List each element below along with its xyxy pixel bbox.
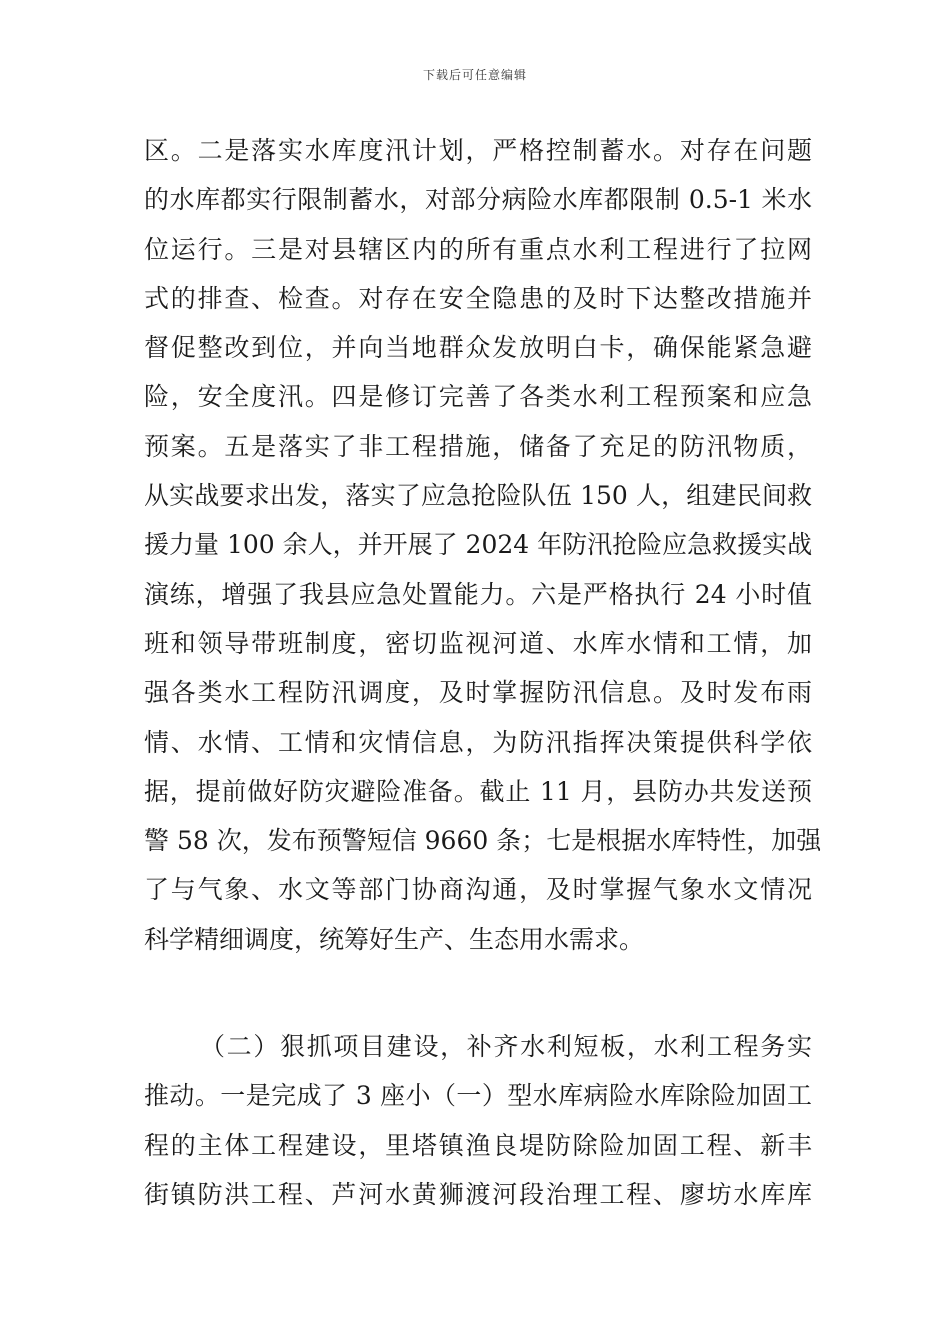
page-header-note: 下载后可任意编辑 xyxy=(422,68,527,82)
text-line: 险，安全度汛。四是修订完善了各类水利工程预案和应急 xyxy=(144,382,812,412)
text-line: 的水库都实行限制蓄水，对部分病险水库都限制 0.5-1 米水 xyxy=(144,185,812,215)
text-line: 援力量 100 余人，并开展了 2024 年防汛抢险应急救援实战 xyxy=(144,530,813,560)
text-line: （二）狠抓项目建设，补齐水利短板，水利工程务实 xyxy=(200,1032,812,1061)
text-line: 督促整改到位，并向当地群众发放明白卡，确保能紧急避 xyxy=(144,333,812,363)
text-line: 了与气象、水文等部门协商沟通，及时掌握气象水文情况 xyxy=(144,875,812,905)
text-line: 科学精细调度，统筹好生产、生态用水需求。 xyxy=(144,924,645,954)
body-paragraph-project-construction xyxy=(144,1022,812,1219)
body-paragraph-flood-control xyxy=(144,126,822,964)
text-line: 区。二是落实水库度汛计划，严格控制蓄水。对存在问题 xyxy=(144,136,812,165)
text-line: 程的主体工程建设，里塔镇渔良堤防除险加固工程、新丰 xyxy=(144,1130,812,1160)
text-line: 从实战要求出发，落实了应急抢险队伍 150 人，组建民间救 xyxy=(144,481,812,511)
text-line: 班和领导带班制度，密切监视河道、水库水情和工情，加 xyxy=(144,628,812,658)
text-line: 位运行。三是对县辖区内的所有重点水利工程进行了拉网 xyxy=(144,234,812,264)
text-line: 街镇防洪工程、芦河水黄狮渡河段治理工程、廖坊水库库 xyxy=(144,1179,812,1209)
text-line: 预案。五是落实了非工程措施，储备了充足的防汛物质， xyxy=(144,431,812,461)
text-line: 推动。一是完成了 3 座小（一）型水库病险水库除险加固工 xyxy=(144,1081,812,1111)
text-line: 演练，增强了我县应急处置能力。六是严格执行 24 小时值 xyxy=(144,579,812,609)
text-line: 据，提前做好防灾避险准备。截止 11 月，县防办共发送预 xyxy=(144,776,812,806)
text-line: 式的排查、检查。对存在安全隐患的及时下达整改措施并 xyxy=(144,283,812,313)
text-line: 强各类水工程防汛调度，及时掌握防汛信息。及时发布雨 xyxy=(144,678,812,708)
text-line: 警 58 次，发布预警短信 9660 条；七是根据水库特性，加强 xyxy=(144,826,822,856)
text-line: 情、水情、工情和灾情信息，为防汛指挥决策提供科学依 xyxy=(144,727,812,757)
